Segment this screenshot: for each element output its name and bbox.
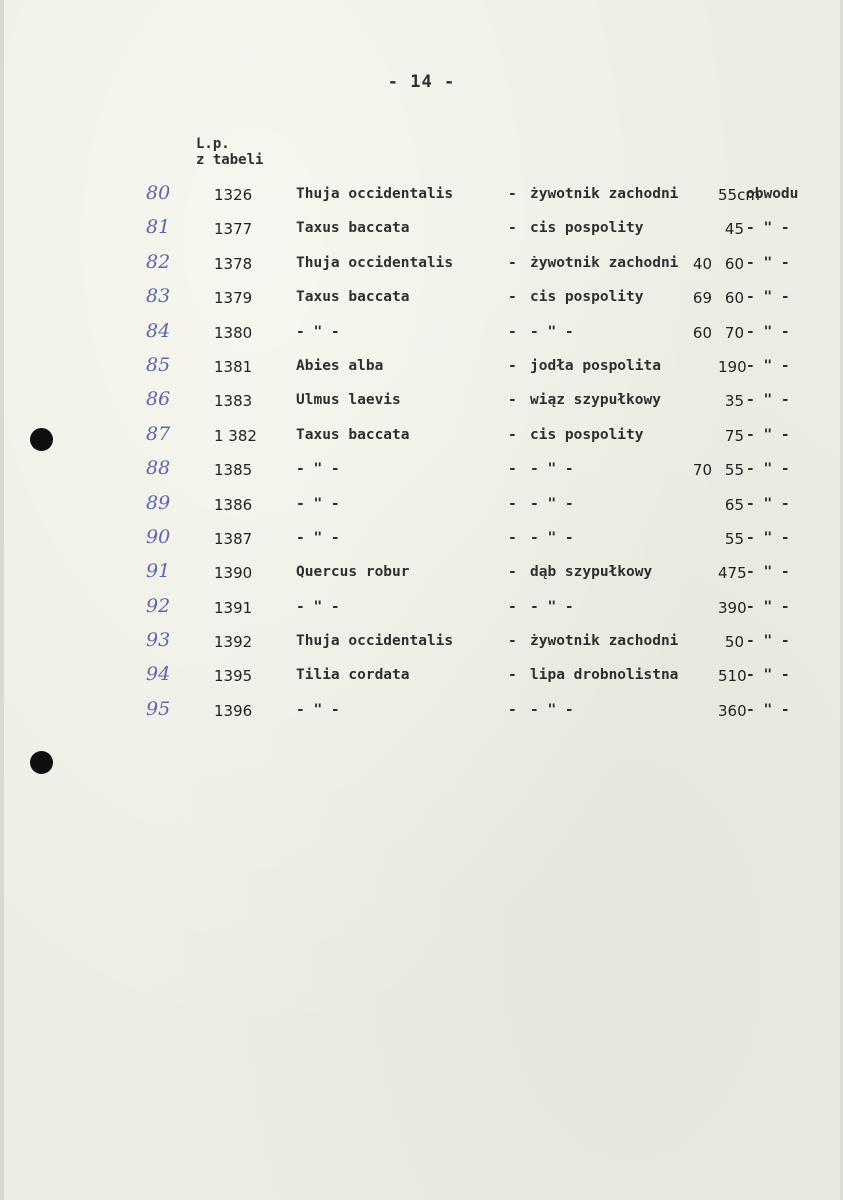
- polish-name: żywotnik zachodni: [530, 633, 679, 650]
- list-item: [0, 593, 843, 627]
- circumference-unit: - " -: [746, 289, 790, 306]
- separator-dash: -: [508, 426, 517, 443]
- polish-name: cis pospolity: [530, 426, 644, 443]
- polish-name: dąb szypułkowy: [530, 564, 653, 581]
- list-item: [0, 214, 843, 248]
- circumference-value: 360: [718, 701, 747, 720]
- polish-name: - " -: [530, 529, 574, 546]
- latin-name: - " -: [296, 495, 340, 512]
- circumference-unit: - " -: [746, 667, 790, 684]
- table-number: 1383: [214, 392, 253, 411]
- circumference-value: 390: [718, 598, 747, 617]
- list-item: [0, 455, 843, 489]
- separator-dash: -: [508, 701, 517, 718]
- circumference-value: 475: [718, 564, 747, 583]
- polish-name: - " -: [530, 701, 574, 718]
- circumference-unit: - " -: [746, 426, 790, 443]
- latin-name: Taxus baccata: [296, 289, 410, 306]
- separator-dash: -: [508, 598, 517, 615]
- extra-value: 40: [692, 254, 712, 273]
- latin-name: - " -: [296, 701, 340, 718]
- table-number: 1377: [214, 220, 253, 239]
- circumference-unit: - " -: [746, 701, 790, 718]
- polish-name: - " -: [530, 323, 574, 340]
- circumference-value: 60: [724, 289, 744, 308]
- list-item: [0, 558, 843, 592]
- circumference-value: 55: [724, 529, 744, 548]
- polish-name: jodła pospolita: [530, 357, 661, 374]
- polish-name: lipa drobnolistna: [530, 667, 679, 684]
- list-item: [0, 421, 843, 455]
- page-number: - 14 -: [387, 72, 456, 92]
- handwritten-number: 93: [146, 629, 171, 652]
- circumference-unit: - " -: [746, 529, 790, 546]
- handwritten-number: 85: [146, 353, 171, 376]
- handwritten-number: 83: [146, 285, 171, 308]
- table-number: 1378: [214, 254, 253, 273]
- circumference-unit: - " -: [746, 357, 790, 374]
- handwritten-number: 80: [146, 182, 171, 204]
- separator-dash: -: [508, 667, 517, 684]
- circumference-value: 190: [718, 357, 747, 376]
- list-item: [0, 696, 843, 730]
- polish-name: - " -: [530, 461, 574, 478]
- list-item: [0, 180, 843, 214]
- punch-hole: [30, 751, 53, 774]
- list-item: [0, 490, 843, 524]
- polish-name: - " -: [530, 495, 574, 512]
- latin-name: Abies alba: [296, 357, 384, 374]
- circumference-unit: - " -: [746, 564, 790, 581]
- circumference-value: 55cm: [718, 186, 760, 204]
- table-number: 1 382: [214, 426, 257, 445]
- handwritten-number: 89: [146, 491, 171, 514]
- handwritten-number: 94: [146, 663, 171, 686]
- table-number: 1392: [214, 633, 253, 652]
- handwritten-number: 90: [146, 525, 171, 548]
- table-number: 1390: [214, 564, 253, 583]
- latin-name: Tilia cordata: [296, 667, 410, 684]
- latin-name: Quercus robur: [296, 564, 410, 581]
- list-item: [0, 627, 843, 661]
- separator-dash: -: [508, 289, 517, 306]
- separator-dash: -: [508, 254, 517, 271]
- table-number: 1396: [214, 701, 253, 720]
- extra-value: 70: [692, 461, 712, 480]
- polish-name: cis pospolity: [530, 289, 644, 306]
- extra-value: 69: [692, 289, 712, 308]
- handwritten-number: 95: [146, 697, 171, 720]
- table-number: 1391: [214, 598, 253, 617]
- table-number: 1387: [214, 529, 253, 548]
- header-z-tabeli: z tabeli: [196, 152, 264, 168]
- latin-name: - " -: [296, 529, 340, 546]
- column-header: [196, 136, 263, 168]
- latin-name: Thuja occidentalis: [296, 633, 454, 650]
- header-lp: L.p.: [196, 136, 230, 152]
- separator-dash: -: [508, 461, 517, 478]
- circumference-unit: - " -: [746, 633, 790, 650]
- list-item: [0, 318, 843, 352]
- handwritten-number: 92: [146, 594, 171, 617]
- separator-dash: -: [508, 220, 517, 237]
- circumference-unit: obwodu: [746, 186, 799, 202]
- handwritten-number: 84: [146, 319, 171, 342]
- latin-name: Thuja occidentalis: [296, 254, 454, 271]
- extra-value: 60: [692, 323, 712, 342]
- separator-dash: -: [508, 495, 517, 512]
- circumference-unit: - " -: [746, 392, 790, 409]
- circumference-unit: - " -: [746, 461, 790, 478]
- table-number: 1379: [214, 289, 253, 308]
- circumference-value: 510: [718, 667, 747, 686]
- circumference-unit: - " -: [746, 598, 790, 615]
- latin-name: - " -: [296, 598, 340, 615]
- circumference-value: 55: [724, 461, 744, 480]
- circumference-unit: - " -: [746, 220, 790, 237]
- polish-name: żywotnik zachodni: [530, 254, 679, 271]
- handwritten-number: 87: [146, 422, 171, 445]
- separator-dash: -: [508, 564, 517, 581]
- polish-name: cis pospolity: [530, 220, 644, 237]
- list-item: [0, 386, 843, 420]
- list-item: [0, 524, 843, 558]
- circumference-value: 60: [724, 254, 744, 273]
- list-item: [0, 352, 843, 386]
- separator-dash: -: [508, 323, 517, 340]
- handwritten-number: 82: [146, 250, 171, 273]
- list-item: [0, 283, 843, 317]
- table-number: 1385: [214, 461, 253, 480]
- circumference-value: 75: [724, 426, 744, 445]
- polish-name: żywotnik zachodni: [530, 186, 679, 202]
- table-number: 1326: [214, 186, 253, 204]
- latin-name: Thuja occidentalis: [296, 186, 454, 202]
- separator-dash: -: [508, 529, 517, 546]
- latin-name: Taxus baccata: [296, 220, 410, 237]
- circumference-value: 65: [724, 495, 744, 514]
- circumference-unit: - " -: [746, 495, 790, 512]
- circumference-unit: - " -: [746, 254, 790, 271]
- handwritten-number: 91: [146, 560, 171, 583]
- separator-dash: -: [508, 633, 517, 650]
- table-number: 1386: [214, 495, 253, 514]
- circumference-value: 70: [724, 323, 744, 342]
- table-number: 1380: [214, 323, 253, 342]
- handwritten-number: 81: [146, 216, 171, 239]
- circumference-value: 50: [724, 633, 744, 652]
- latin-name: Taxus baccata: [296, 426, 410, 443]
- circumference-value: 35: [724, 392, 744, 411]
- list-item: [0, 661, 843, 695]
- separator-dash: -: [508, 392, 517, 409]
- tree-list: [0, 180, 843, 730]
- latin-name: - " -: [296, 461, 340, 478]
- separator-dash: -: [508, 186, 517, 202]
- table-number: 1381: [214, 357, 253, 376]
- handwritten-number: 86: [146, 388, 171, 411]
- polish-name: - " -: [530, 598, 574, 615]
- polish-name: wiąz szypułkowy: [530, 392, 661, 409]
- list-item: [0, 249, 843, 283]
- handwritten-number: 88: [146, 457, 171, 480]
- separator-dash: -: [508, 357, 517, 374]
- circumference-unit: - " -: [746, 323, 790, 340]
- latin-name: - " -: [296, 323, 340, 340]
- latin-name: Ulmus laevis: [296, 392, 401, 409]
- circumference-value: 45: [724, 220, 744, 239]
- table-number: 1395: [214, 667, 253, 686]
